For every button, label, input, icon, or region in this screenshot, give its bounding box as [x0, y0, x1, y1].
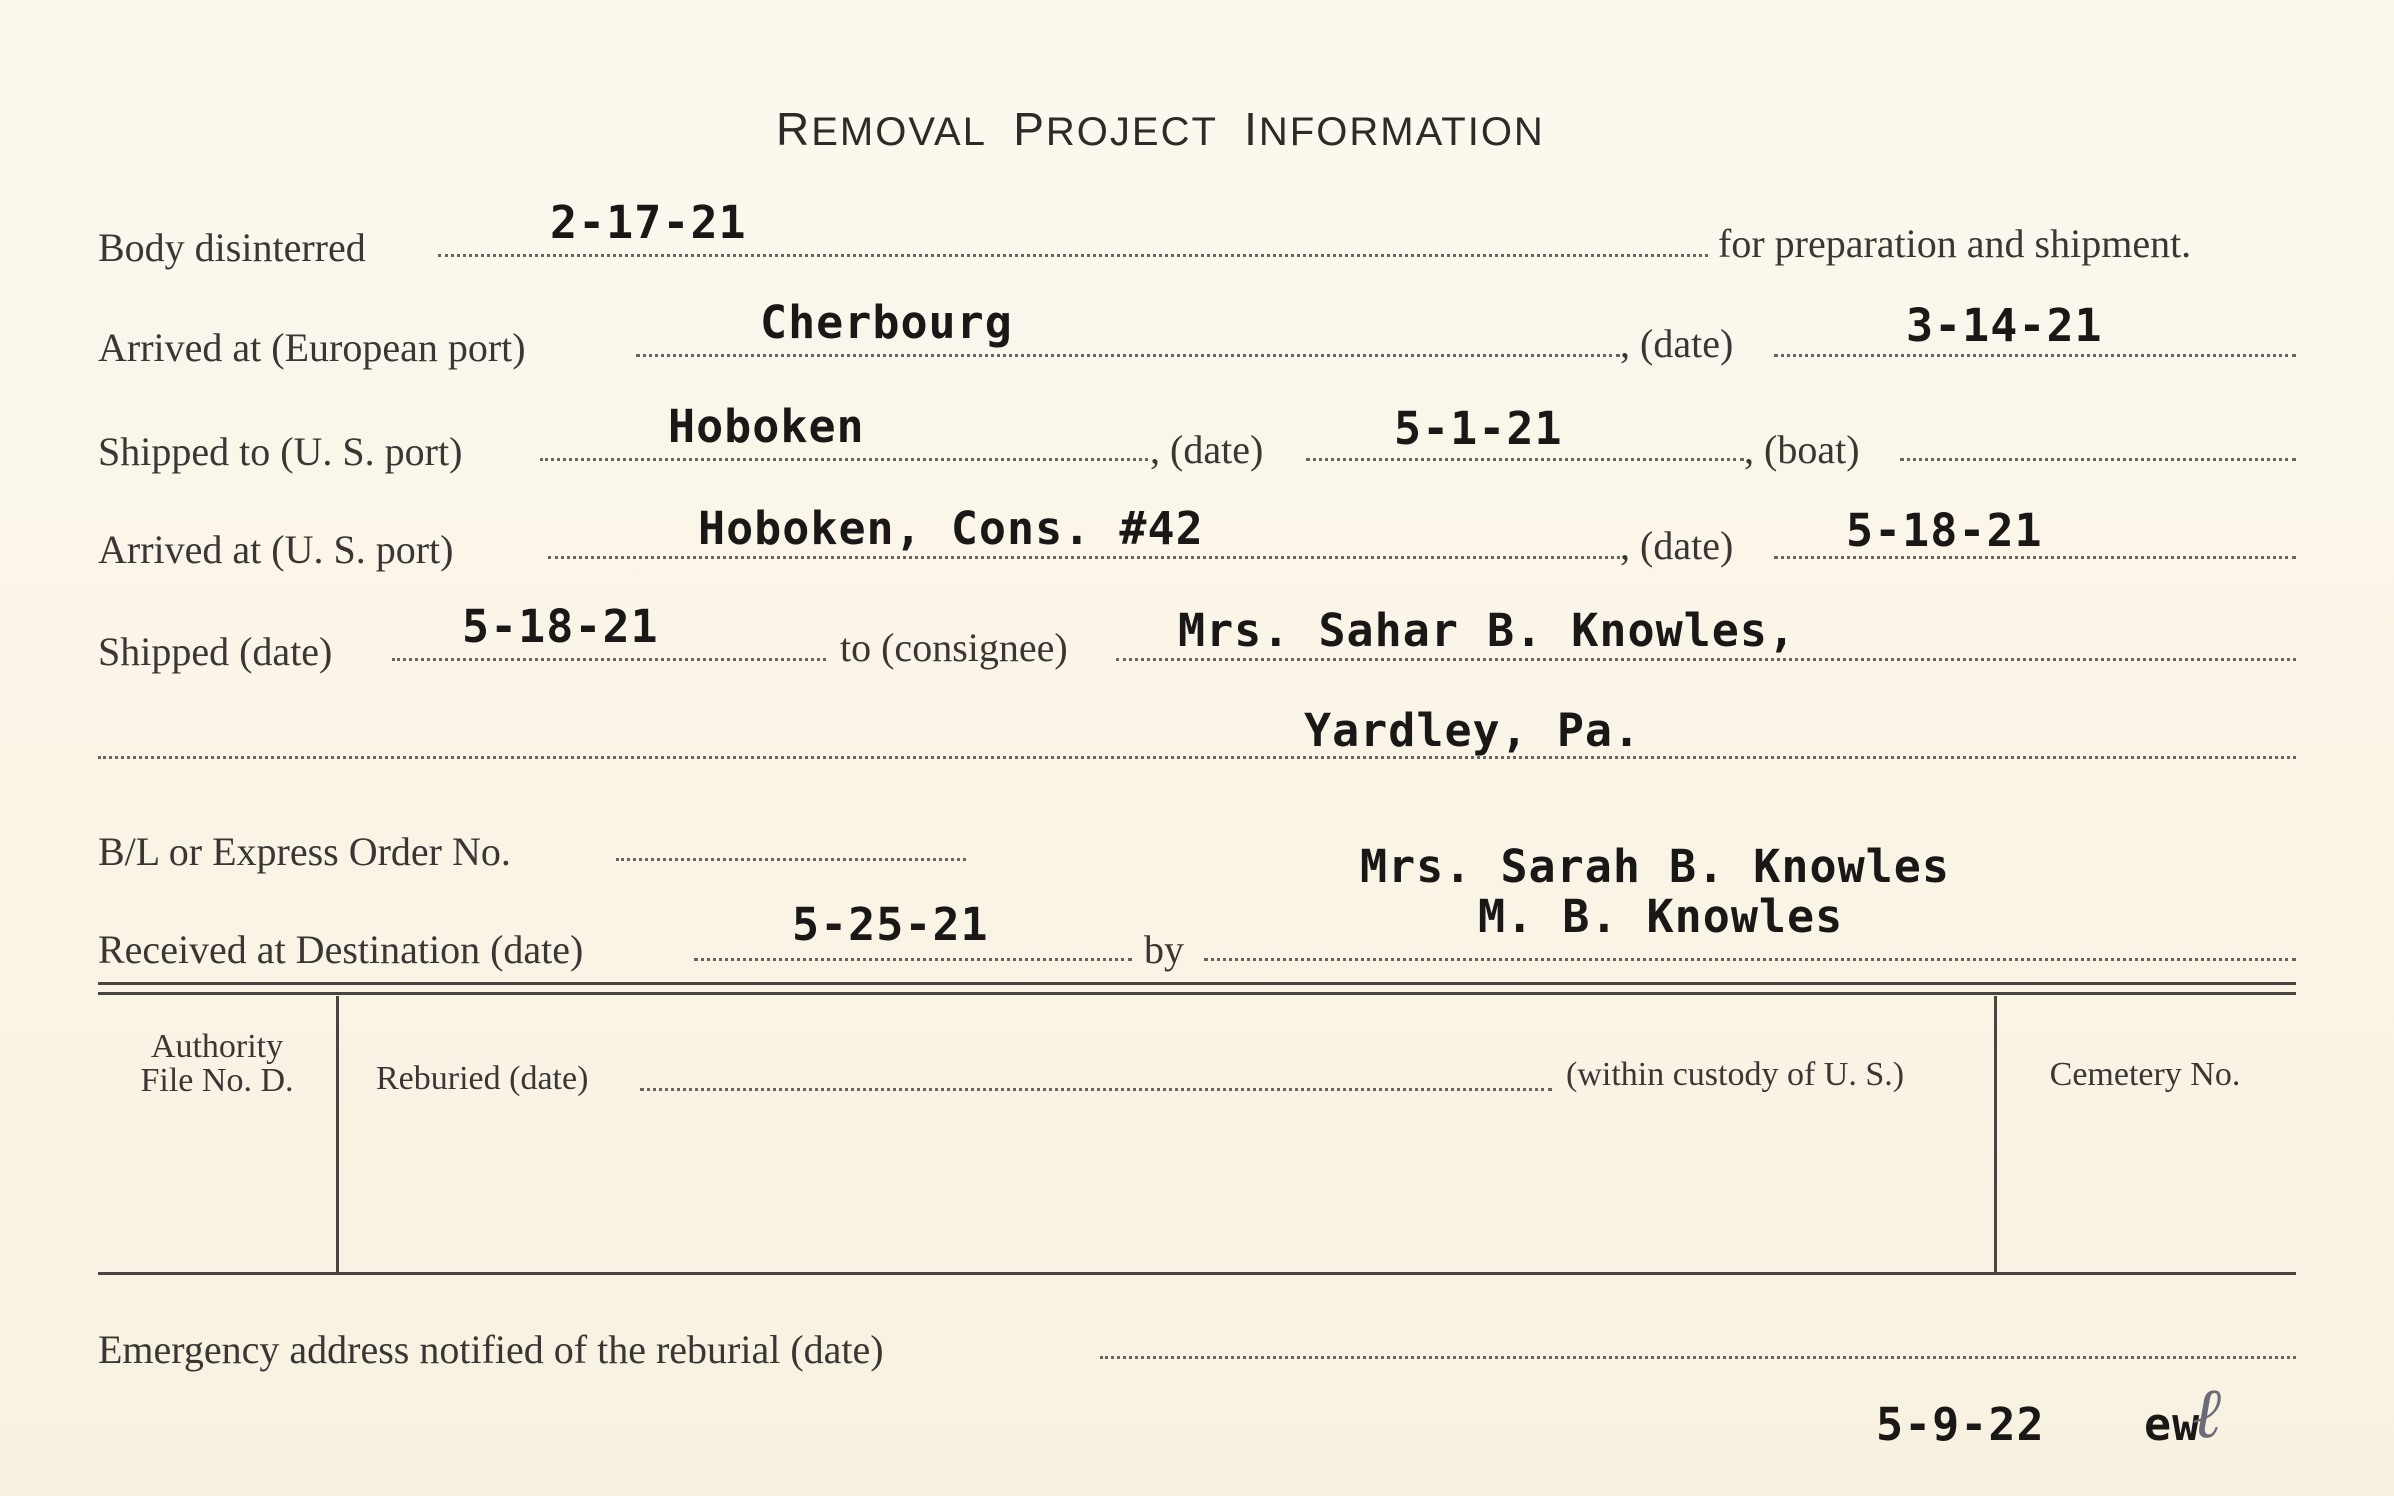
label-shipped-to-us-port: Shipped to (U. S. port) [98, 429, 463, 474]
label-shipped-date: Shipped (date) [98, 629, 333, 674]
value-received-by-2: M. B. Knowles [1478, 890, 1844, 943]
value-stamp-date: 5-9-22 [1876, 1398, 2045, 1451]
value-received-by-1: Mrs. Sarah B. Knowles [1360, 840, 1950, 893]
title-word-information: NFORMATION [1258, 110, 1545, 154]
label-to-consignee: to (consignee) [840, 625, 1068, 670]
value-us-port-shipped: Hoboken [668, 400, 865, 453]
dotted-line-consignee-2 [98, 756, 2296, 759]
title-cap-p: P [1013, 103, 1046, 155]
dotted-line-received-by [1204, 958, 2296, 961]
label-date-shipped: , (date) [1150, 427, 1264, 472]
label-cemetery-no: Cemetery No. [2049, 1056, 2241, 1093]
value-consignee-line2: Yardley, Pa. [1304, 704, 1642, 757]
value-consignee-line1: Mrs. Sahar B. Knowles, [1178, 604, 1797, 657]
label-file-no: File No. D. [140, 1062, 294, 1099]
title-cap-r: R [776, 103, 812, 155]
value-disinterred-date: 2-17-21 [550, 196, 747, 249]
value-shipped-date: 5-18-21 [462, 600, 659, 653]
label-arrived-european-port: Arrived at (European port) [98, 325, 526, 370]
dotted-line-arrived-us-port [548, 556, 1620, 559]
box-divider-left [336, 996, 339, 1272]
dotted-line-emergency [1100, 1356, 2296, 1359]
dotted-line-consignee [1116, 658, 2296, 661]
dotted-line-us-port [540, 458, 1148, 461]
dotted-line-ship-date [1306, 458, 1744, 461]
value-received-date: 5-25-21 [792, 898, 989, 951]
value-european-port: Cherbourg [760, 296, 1013, 349]
title-word-project: ROJECT [1045, 110, 1218, 154]
card-title [776, 103, 1545, 155]
value-us-arrived-date: 5-18-21 [1846, 504, 2043, 557]
dotted-line-received-date [694, 958, 1132, 961]
label-arrived-us-port: Arrived at (U. S. port) [98, 527, 454, 572]
box-divider-right [1994, 996, 1997, 1272]
value-us-port-arrived: Hoboken, Cons. #42 [698, 502, 1204, 555]
label-date-european: , (date) [1620, 321, 1734, 366]
label-emergency-address: Emergency address notified of the reburial (date) [98, 1327, 884, 1372]
label-received-destination: Received at Destination (date) [98, 927, 584, 972]
box-bottom-rule [98, 1272, 2296, 1275]
title-word-removal: EMOVAL [811, 110, 987, 154]
dotted-line-disinterred [438, 254, 1708, 257]
box-top-rule-1 [98, 982, 2296, 985]
dotted-line-boat [1900, 458, 2296, 461]
dotted-line-reburied [640, 1088, 1552, 1091]
dotted-line-bl-express [616, 858, 966, 861]
dotted-line-european-date [1774, 354, 2296, 357]
label-authority: Authority [150, 1028, 284, 1065]
label-for-preparation: for preparation and shipment. [1718, 221, 2192, 266]
label-by: by [1144, 927, 1184, 972]
value-initials: ew [2144, 1398, 2201, 1451]
label-date-arrived-us: , (date) [1620, 523, 1734, 568]
label-boat: , (boat) [1744, 427, 1860, 472]
title-cap-i: I [1244, 103, 1259, 155]
label-reburied-date: Reburied (date) [376, 1060, 589, 1097]
dotted-line-shipped-date [392, 658, 826, 661]
label-bl-express-order: B/L or Express Order No. [98, 829, 511, 874]
label-body-disinterred: Body disinterred [98, 225, 366, 270]
dotted-line-european-port [636, 354, 1620, 357]
label-within-custody: (within custody of U. S.) [1566, 1056, 1905, 1093]
box-top-rule-2 [98, 992, 2296, 995]
value-european-date: 3-14-21 [1906, 299, 2103, 352]
handwritten-mark: ℓ [2192, 1372, 2222, 1454]
value-us-ship-date: 5-1-21 [1394, 402, 1563, 455]
